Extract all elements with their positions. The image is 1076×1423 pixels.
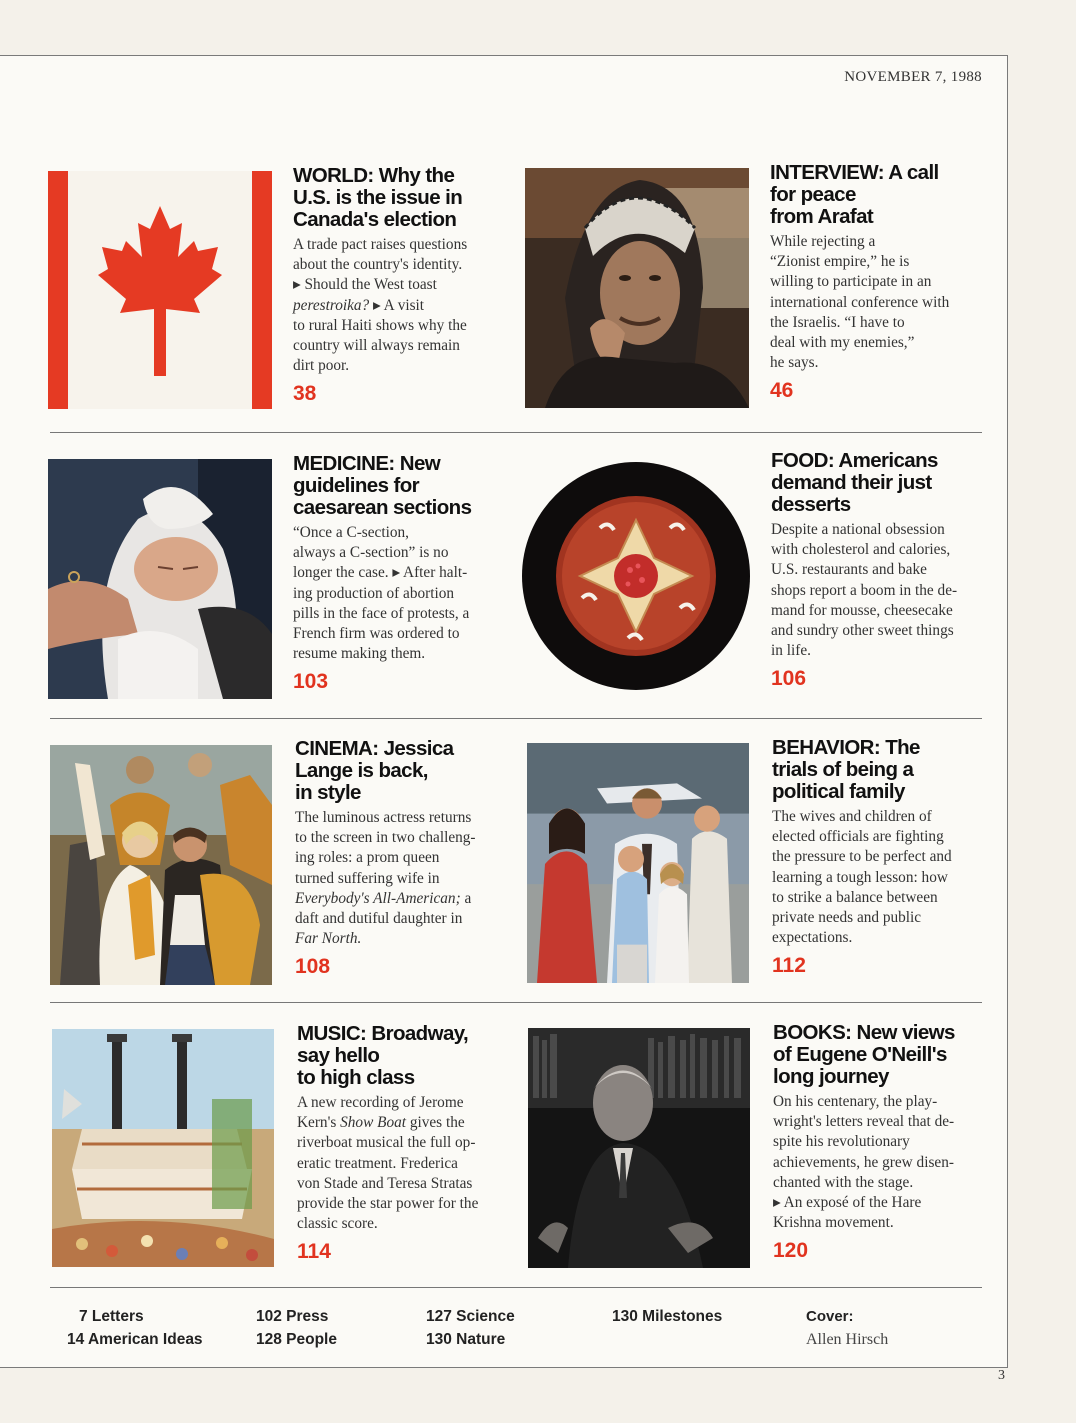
- page-number[interactable]: 38: [293, 382, 317, 406]
- story-headline[interactable]: CINEMA: Jessica Lange is back, in style: [295, 737, 454, 804]
- political-family-image: [527, 743, 749, 983]
- cinema-still-image: [50, 745, 272, 985]
- story-text: [293, 165, 508, 406]
- department-link[interactable]: 130 Milestones: [612, 1308, 723, 1325]
- department-column: [612, 1305, 722, 1328]
- page-folio: 3: [998, 1368, 1005, 1383]
- italic-term: perestroika?: [293, 296, 370, 314]
- page-number[interactable]: 108: [295, 955, 331, 979]
- story-headline[interactable]: BOOKS: New views of Eugene O'Neill's long journey: [773, 1021, 955, 1088]
- story-headline[interactable]: INTERVIEW: A call for peace from Arafat: [770, 161, 939, 228]
- title-italic: Show Boat: [340, 1114, 406, 1132]
- divider: [50, 718, 982, 719]
- page-number[interactable]: 106: [771, 667, 807, 691]
- department-link[interactable]: 14 American Ideas: [67, 1331, 203, 1348]
- page-number[interactable]: 103: [293, 670, 329, 694]
- divider: [50, 1287, 982, 1288]
- canada-flag-image: [48, 171, 272, 409]
- oneill-portrait-image: [528, 1028, 750, 1268]
- story-text: [771, 450, 986, 691]
- story-text: [773, 1022, 988, 1263]
- department-column: [67, 1305, 203, 1351]
- page-number[interactable]: 46: [770, 379, 794, 403]
- newborn-baby-image: [48, 459, 272, 699]
- story-headline[interactable]: WORLD: Why the U.S. is the issue in Canada's election: [293, 164, 463, 231]
- story-headline[interactable]: MEDICINE: New guidelines for caesarean sections: [293, 452, 472, 519]
- story-summary: Despite a national obsession with cholesterol and calories, U.S. restaurants and bake shops report a boom in the de- mand for mousse, cheesecake and sundry other sweet things in life.: [771, 521, 958, 660]
- story-text: [770, 162, 985, 403]
- showboat-painting-image: [52, 1029, 274, 1267]
- arafat-portrait-image: [525, 168, 749, 408]
- story-food[interactable]: [520, 450, 990, 700]
- story-text: [295, 738, 510, 979]
- story-world[interactable]: [48, 165, 518, 415]
- story-text: [772, 737, 987, 978]
- cover-credit-block: [806, 1305, 888, 1351]
- title-italic: Everybody's All-American;: [295, 889, 461, 907]
- cover-credit: Allen Hirsch: [806, 1331, 889, 1348]
- story-music[interactable]: [52, 1023, 522, 1273]
- story-summary: A trade pact raises questions about the country's identity. ▸ Should the West toast perestroika? ▸ A visit to rural Haiti shows why the country will always remain dirt poor.: [293, 236, 468, 375]
- departments-index: [0, 1305, 1000, 1355]
- department-link[interactable]: 130 Nature: [426, 1331, 506, 1348]
- department-link[interactable]: 102 Press: [256, 1308, 329, 1325]
- story-headline[interactable]: BEHAVIOR: The trials of being a political family: [772, 736, 920, 803]
- summary-text: gives the riverboat musical the full op- eratic treatment. Frederica von Stade and Teresa Stratas provide the star power for the classic score.: [297, 1114, 479, 1233]
- story-summary: “Once a C-section, always a C-section” is no longer the case. ▸ After halt- ing production of abortion pills in the face of protests, a French firm was ordered to resume making them.: [293, 524, 470, 663]
- page-number[interactable]: 120: [773, 1239, 809, 1263]
- story-summary: [295, 808, 510, 949]
- page-number[interactable]: 112: [772, 954, 806, 978]
- department-link[interactable]: 128 People: [256, 1331, 337, 1348]
- story-summary: [297, 1093, 512, 1234]
- story-books[interactable]: [528, 1022, 998, 1272]
- department-link[interactable]: 7 Letters: [79, 1308, 144, 1325]
- story-medicine[interactable]: [48, 453, 518, 703]
- issue-date: NOVEMBER 7, 1988: [844, 69, 982, 85]
- story-summary: On his centenary, the play- wright's letters reveal that de- spite his revolutionary achievements, he grew disen- chanted with the stage. ▸ An exposé of the Hare Krishna movement.: [773, 1093, 955, 1232]
- title-italic: Far North.: [295, 930, 362, 948]
- story-headline[interactable]: FOOD: Americans demand their just desserts: [771, 449, 938, 516]
- divider: [50, 432, 982, 433]
- story-headline[interactable]: MUSIC: Broadway, say hello to high class: [297, 1022, 469, 1089]
- department-column: [426, 1305, 515, 1351]
- summary-text: The luminous actress returns to the screen in two challeng- ing roles: a prom queen turned suffering wife in: [295, 809, 476, 887]
- story-text: [297, 1023, 512, 1264]
- story-summary: The wives and children of elected officials are fighting the pressure to be perfect and learning a tough lesson: how to strike a balance between private needs and public expectations.: [772, 808, 952, 947]
- summary-text: a daft and dutiful daughter in: [295, 889, 472, 928]
- page-number[interactable]: 114: [297, 1240, 331, 1264]
- dessert-plate-image: [520, 458, 752, 694]
- story-interview[interactable]: [525, 162, 995, 412]
- divider: [50, 1002, 982, 1003]
- summary-text: A new recording of Jerome Kern's: [297, 1094, 464, 1132]
- story-summary: While rejecting a “Zionist empire,” he is willing to participate in an international conference with the Israelis. “I have to deal with my enemies,” he says.: [770, 233, 950, 372]
- cover-label: Cover:: [806, 1308, 854, 1325]
- story-cinema[interactable]: [50, 738, 520, 988]
- story-text: [293, 453, 508, 694]
- department-link[interactable]: 127 Science: [426, 1308, 515, 1325]
- story-behavior[interactable]: [527, 737, 997, 987]
- department-column: [256, 1305, 337, 1351]
